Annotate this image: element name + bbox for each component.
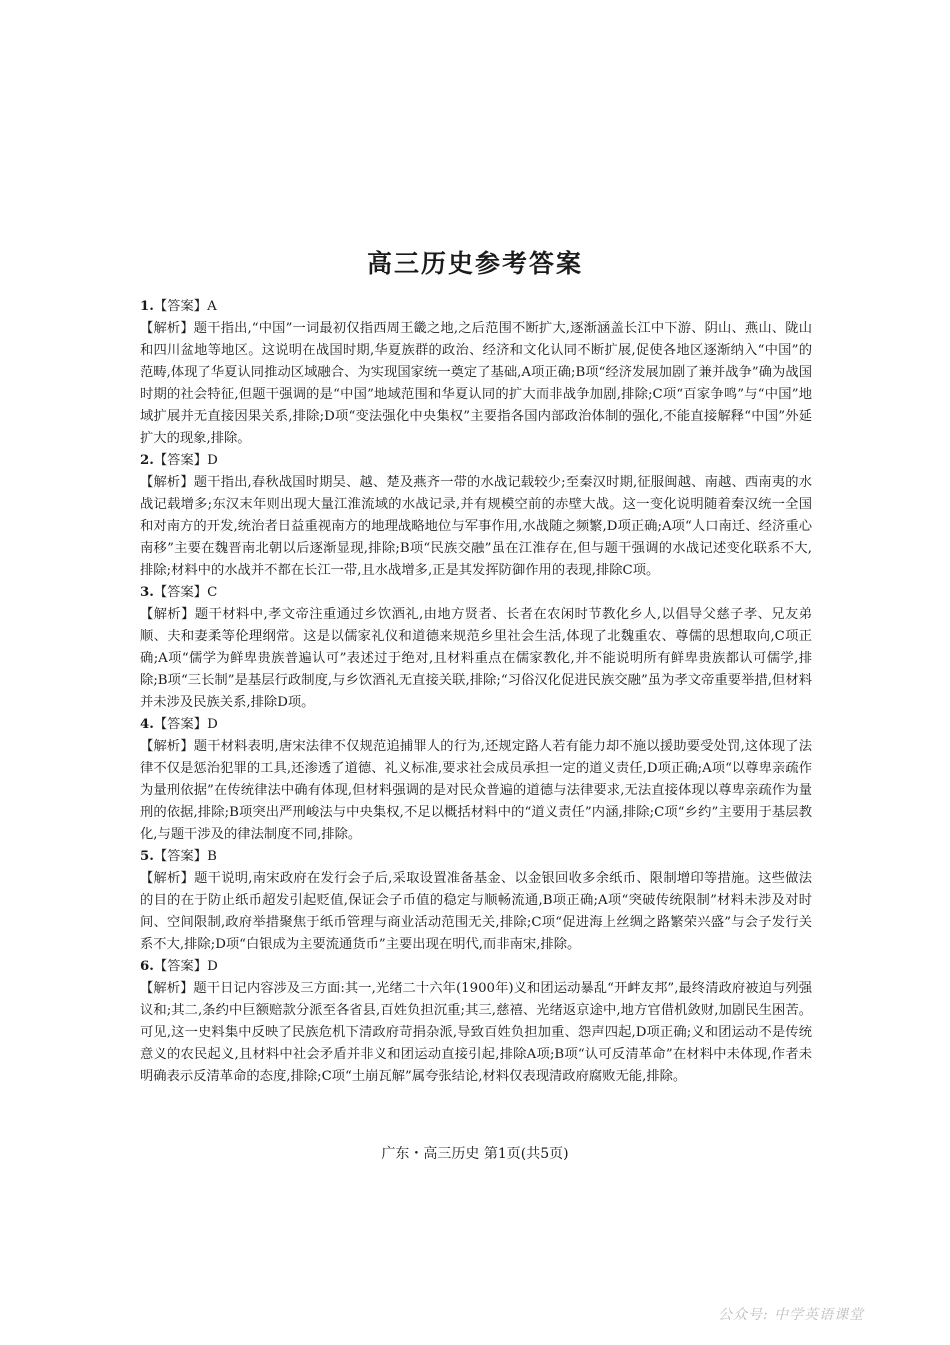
question-item bbox=[140, 846, 812, 956]
page-footer: 广东・高三历史 第1页(共5页) bbox=[381, 1146, 569, 1162]
question-number: 4. bbox=[140, 717, 154, 732]
watermark: 公众号: 中学英语课堂 bbox=[718, 1307, 865, 1323]
question-item bbox=[140, 714, 812, 846]
answer-text: 【答案】D bbox=[153, 453, 218, 468]
question-number: 2. bbox=[140, 453, 154, 468]
analysis-text: 【解析】题干说明,南宋政府在发行会子后,采取设置准备基金、以金银回收多余纸币、限制增印等措施。这些做法的目的在于防止纸币超发引起贬值,保证会子币值的稳定与顺畅流通,B项正确;A项“突破传统限制”材料未涉及对时间、空间限制,政府举措聚焦于纸币管理与商业活动范围无关,排除;C项“促进海上丝绸之路繁荣兴盛”与会子发行关系不大,排除;D项“白银成为主要流通货币”主要出现在明代,而非南宋,排除。 bbox=[140, 871, 812, 952]
answer-list bbox=[140, 296, 812, 1088]
question-number: 3. bbox=[140, 585, 154, 600]
analysis-text: 【解析】题干日记内容涉及三方面:其一,光绪二十六年(1900年)义和团运动暴乱“开衅友邦”,最终清政府被迫与列强议和;其二,条约中巨额赔款分派至各省县,百姓负担沉重;其三,慈禧、光绪返京途中,地方官借机敛财,加剧民生困苦。可见,这一史料集中反映了民族危机下清政府苛捐杂派,导致百姓负担加重、怨声四起,D项正确;义和团运动不是传统意义的农民起义,且材料中社会矛盾并非义和团运动直接引起,排除A项;B项“认可反清革命”在材料中未体现,作者未明确表示反清革命的态度,排除;C项“土崩瓦解”属夸张结论,材料仅表现清政府腐败无能,排除。 bbox=[140, 981, 812, 1084]
analysis-text: 【解析】题干材料中,孝文帝注重通过乡饮酒礼,由地方贤者、长者在农闲时节教化乡人,以倡导父慈子孝、兄友弟顺、夫和妻柔等伦理纲常。这是以儒家礼仪和道德来规范乡里社会生活,体现了北魏重农、尊儒的思想取向,C项正确;A项“儒学为鲜卑贵族普遍认可”表述过于绝对,且材料重点在儒家教化,并不能说明所有鲜卑贵族都认可儒学,排除;B项“三长制”是基层行政制度,与乡饮酒礼无直接关联,排除;“习俗汉化促进民族交融”虽为孝文帝重要举措,但材料并未涉及民族关系,排除D项。 bbox=[140, 607, 812, 710]
answer-line bbox=[140, 450, 812, 472]
question-item bbox=[140, 582, 812, 714]
answer-text: 【答案】A bbox=[153, 299, 217, 314]
answer-line bbox=[140, 846, 812, 868]
analysis-text: 【解析】题干指出,春秋战国时期吴、越、楚及燕齐一带的水战记载较少;至秦汉时期,征服闽越、南越、西南夷的水战记载增多;东汉末年则出现大量江淮流域的水战记录,并有规模空前的赤壁大战。这一变化说明随着秦汉统一全国和对南方的开发,统治者日益重视南方的地理战略地位与军事作用,水战随之频繁,D项正确;A项“人口南迁、经济重心南移”主要在魏晋南北朝以后逐渐显现,排除;B项“民族交融”虽在江淮存在,但与题干强调的水战记述变化联系不大,排除;材料中的水战并不都在长江一带,且水战增多,正是其发挥防御作用的表现,排除C项。 bbox=[140, 475, 812, 578]
question-item bbox=[140, 296, 812, 450]
answer-line bbox=[140, 714, 812, 736]
answer-text: 【答案】C bbox=[153, 585, 218, 600]
page-title: 高三历史参考答案 bbox=[366, 249, 583, 278]
question-number: 6. bbox=[140, 959, 154, 974]
answer-text: 【答案】D bbox=[153, 717, 218, 732]
analysis-text: 【解析】题干材料表明,唐宋法律不仅规范追捕罪人的行为,还规定路人若有能力却不施以援助要受处罚,这体现了法律不仅是惩治犯罪的工具,还渗透了道德、礼义标准,要求社会成员承担一定的道义责任,D项正确;A项“以尊卑亲疏作为量刑依据”在传统律法中确有体现,但材料强调的是对民众普遍的道德与法律要求,无法直接体现以尊卑亲疏作为量刑的依据,排除;B项突出严刑峻法与中央集权,不足以概括材料中的“道义责任”内涵,排除;C项“乡约”主要用于基层教化,与题干涉及的律法制度不同,排除。 bbox=[140, 739, 812, 842]
analysis-text: 【解析】题干指出,“中国”一词最初仅指西周王畿之地,之后范围不断扩大,逐渐涵盖长江中下游、阴山、燕山、陇山和四川盆地等地区。这说明在战国时期,华夏族群的政治、经济和文化认同不断扩展,促使各地区逐渐纳入“中国”的范畴,体现了华夏认同推动区域融合、为实现国家统一奠定了基础,A项正确;B项“经济发展加剧了兼并战争”确为战国时期的社会特征,但题干强调的是“中国”地域范围和华夏认同的扩大而非战争加剧,排除;C项“百家争鸣”与“中国”地域扩展并无直接因果关系,排除;D项“变法强化中央集权”主要指各国内部政治体制的强化,不能直接解释“中国”外延扩大的现象,排除。 bbox=[140, 321, 812, 446]
question-item bbox=[140, 956, 812, 1088]
answer-line bbox=[140, 956, 812, 978]
question-number: 1. bbox=[140, 299, 154, 314]
answer-line bbox=[140, 296, 812, 318]
answer-text: 【答案】D bbox=[153, 959, 218, 974]
answer-line bbox=[140, 582, 812, 604]
question-item bbox=[140, 450, 812, 582]
question-number: 5. bbox=[140, 849, 154, 864]
answer-text: 【答案】B bbox=[153, 849, 217, 864]
